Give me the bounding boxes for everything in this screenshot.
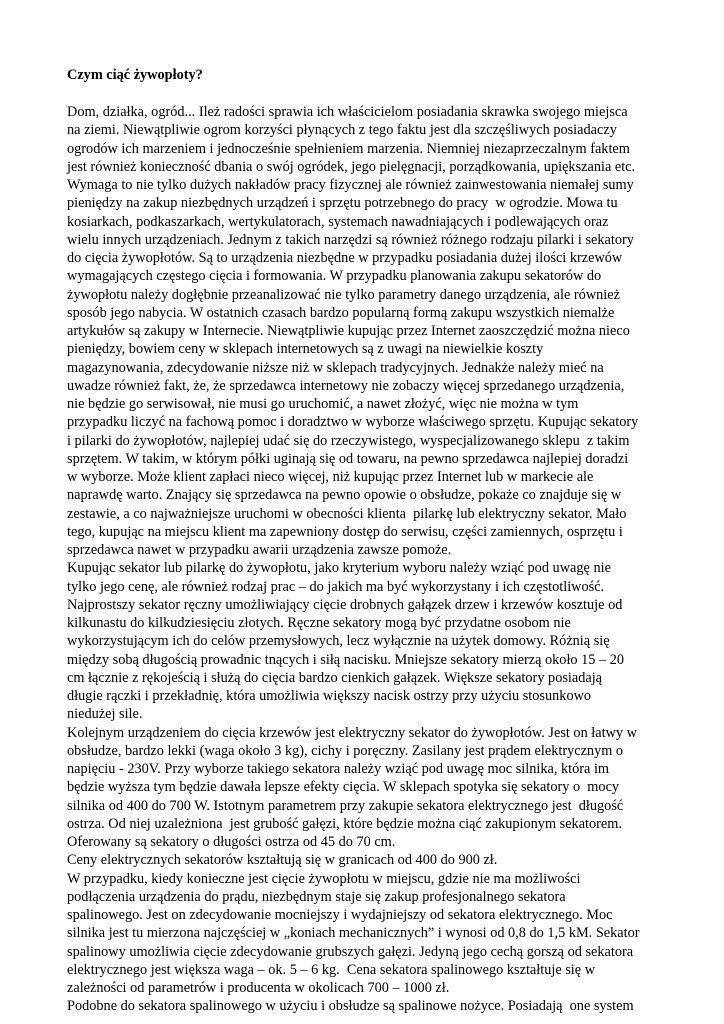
- body-text-line: pieniędzy, bowiem ceny w sklepach internetowych są z uwagi na niewielkie koszty: [67, 341, 544, 358]
- body-text-line: magazynowania, zdecydowanie niższe niż w sklepach tradycyjnych. Jednakże należy mieć na: [67, 359, 604, 376]
- body-text-line: ostrza. Od niej uzależniona jest grubość gałęzi, które będzie można ciąć zakupionym sekatorem.: [67, 815, 622, 832]
- body-text-line: Najprostszy sekator ręczny umożliwiający cięcie drobnych gałązek drzew i krzewów kosztuje od: [67, 596, 623, 613]
- body-text-line: i pilarki do żywopłotów, najlepiej udać się do rzeczywistego, wyspecjalizowanego sklepu z takim: [67, 432, 630, 449]
- body-text-line: zestawie, a co najważniejsze uruchomi w obecności klienta pilarkę lub elektryczny sekator. Mało: [67, 505, 627, 522]
- body-text-line: napięciu - 230V. Przy wyborze takiego sekatora należy wziąć pod uwagę moc silnika, która im: [67, 761, 610, 777]
- body-text-line: uwadze również fakt, że, że sprzedawca internetowy nie zobaczy więcej sprzedanego urządzenia,: [67, 377, 625, 394]
- body-text-line: Podobne do sekatora spalinowego w użyciu i obsłudze są spalinowe nożyce. Posiadają one system: [67, 998, 634, 1015]
- body-text-line: Dom, działka, ogród... Ileż radości sprawia ich właścicielom posiadania skrawka swojego miejsca: [67, 104, 628, 120]
- body-text-line: tego, kupując na miejscu klient ma zapewniony dostęp do serwisu, części zamiennych, osprzętu i: [67, 523, 623, 540]
- body-text-line: sposób jego nabycia. W ostatnich czasach bardzo popularną formą zakupu wszystkich niemalże: [67, 304, 615, 321]
- body-text-line: kosiarkach, podkaszarkach, wertykulatorach, systemach nawadniających i podlewających oraz: [67, 213, 609, 230]
- body-text-line: do cięcia żywopłotów. Są to urządzenia niezbędne w przypadku posiadania dużej ilości krzewów: [67, 250, 623, 266]
- body-text-line: kilkunastu do kilkudziesięciu złotych. Ręczne sekatory mogą być przydatne osobom nie: [67, 615, 571, 631]
- body-text-line: będzie wyższa tym będzie dawała lepsze efekty cięcia. W sklepach spotyka się sekatory o mocy: [67, 779, 620, 796]
- body-text-line: długie rączki i przekładnię, która umożliwia większy nacisk ostrzy przy użyciu stosunkowo: [67, 688, 592, 704]
- body-text-line: Wymaga to nie tylko dużych nakładów pracy fizycznej ale również zainwestowania niemałej sumy: [67, 177, 634, 193]
- body-text-line: ogrodów ich marzeniem i jednocześnie spełnieniem marzenia. Niemniej niezaprzeczalnym faktem: [67, 140, 630, 157]
- body-text-line: przypadku liczyć na fachową pomoc i doradztwo w wyborze właściwego sprzętu. Kupując sekatory: [67, 414, 639, 431]
- body-text-line: spalinowego. Jest on zdecydowanie mocniejszy i wydajniejszy od sekatora elektrycznego. Moc: [67, 907, 613, 923]
- body-text-line: wykorzystującym ich do celów przemysłowych, lecz wyłącznie na użytek domowy. Różnią się: [67, 633, 610, 650]
- body-text-line: w wyborze. Może klient zapłaci nieco więcej, niż kupując przez Internet lub w markecie ale: [67, 469, 594, 485]
- body-text-line: nie będzie go serwisował, nie musi go uruchomić, a nawet złożyć, więc nie można w tym: [67, 396, 579, 412]
- body-text-line: pieniędzy na zakup niezbędnych urządzeń i sprzętu potrzebnego do pracy w ogrodzie. Mowa tu: [67, 195, 618, 212]
- body-text-line: artykułów są zakupy w Internecie. Niewątpliwie kupując przez Internet zaoszczędzić można nieco: [67, 323, 630, 339]
- document-title: Czym ciąć żywopłoty?: [67, 67, 203, 83]
- body-text-line: tylko jego cenę, ale również rodzaj prac – do jakich ma być wykorzystany i ich częstotliwość.: [67, 578, 605, 595]
- body-text-line: wielu innych urządzeniach. Jednym z takich narzędzi są również różnego rodzaju pilarki i sekatory: [67, 231, 634, 248]
- body-text-line: cm łącznie z rękojeścią i służą do cięcia bardzo cienkich gałązek. Większe sekatory posiadają: [67, 669, 603, 686]
- body-text-line: na ziemi. Niewątpliwie ogrom korzyści płynących z tego faktu jest dla szczęśliwych posiadaczy: [67, 122, 617, 139]
- body-text-line: sprzętem. W takim, w którym półki uginają się od towaru, na pewno sprzedawca najlepiej doradzi: [67, 450, 629, 467]
- body-text-line: niedużej sile.: [67, 706, 143, 723]
- body-text-line: wymagających częstego cięcia i formowania. W przypadku planowania zakupu sekatorów do: [67, 268, 602, 285]
- body-text-line: żywopłotu należy dogłębnie przeanalizować nie tylko parametry danego urządzenia, ale również: [67, 286, 620, 303]
- body-text-line: silnika od 400 do 700 W. Istotnym parametrem przy zakupie sekatora elektrycznego jest długość: [67, 797, 624, 814]
- body-text-line: Oferowany są sekatory o długości ostrza od 45 do 70 cm.: [67, 834, 396, 850]
- body-text-line: jest również konieczność dbania o swój ogródek, jego pielęgnacji, porządkowania, upiększania etc.: [67, 158, 636, 175]
- body-text-line: Kolejnym urządzeniem do cięcia krzewów jest elektryczny sekator do żywopłotów. Jest on łatwy w: [67, 724, 637, 741]
- body-text-line: W przypadku, kiedy konieczne jest cięcie żywopłotu w miejscu, gdzie nie ma możliwości: [67, 870, 581, 887]
- body-text-line: sprzedawca nawet w przypadku awarii urządzenia zawsze pomoże.: [67, 542, 452, 558]
- body-text-line: między sobą długością prowadnic tnących i siłą nacisku. Mniejsze sekatory mierzą około 15 – 20: [67, 651, 625, 668]
- body-text-line: obsłudze, bardzo lekki (waga około 3 kg), cichy i poręczny. Zasilany jest prądem elektrycznym o: [67, 742, 624, 759]
- body-text-line: Ceny elektrycznych sekatorów kształtują się w granicach od 400 do 900 zł.: [67, 852, 498, 869]
- body-text-line: naprawdę warto. Znający się sprzedawca na pewno opowie o obsłudze, pokaże co znajduje się w: [67, 487, 622, 504]
- body-text-line: podłączenia urządzenia do prądu, niezbędnym staje się zakup profesjonalnego sekatora: [67, 888, 566, 905]
- body-text-line: zależności od parametrów i producenta w okolicach 700 – 1000 zł.: [67, 980, 450, 996]
- body-text-line: Kupując sekator lub pilarkę do żywopłotu, jako kryterium wyboru należy wziąć pod uwagę nie: [67, 560, 611, 577]
- body-text-line: spalinowy umożliwia cięcie zdecydowanie grubszych gałęzi. Jedyną jego cechą gorszą od sekatora: [67, 943, 634, 960]
- body-text-line: silnika jest tu mierzona najczęściej w „koniach mechanicznych” i wynosi od 0,8 do 1,5 kM. Sekator: [67, 925, 640, 942]
- body-text-line: elektrycznego jest większa waga – ok. 5 – 6 kg. Cena sekatora spalinowego kształtuje się w: [67, 961, 596, 978]
- document-body: [67, 103, 667, 1016]
